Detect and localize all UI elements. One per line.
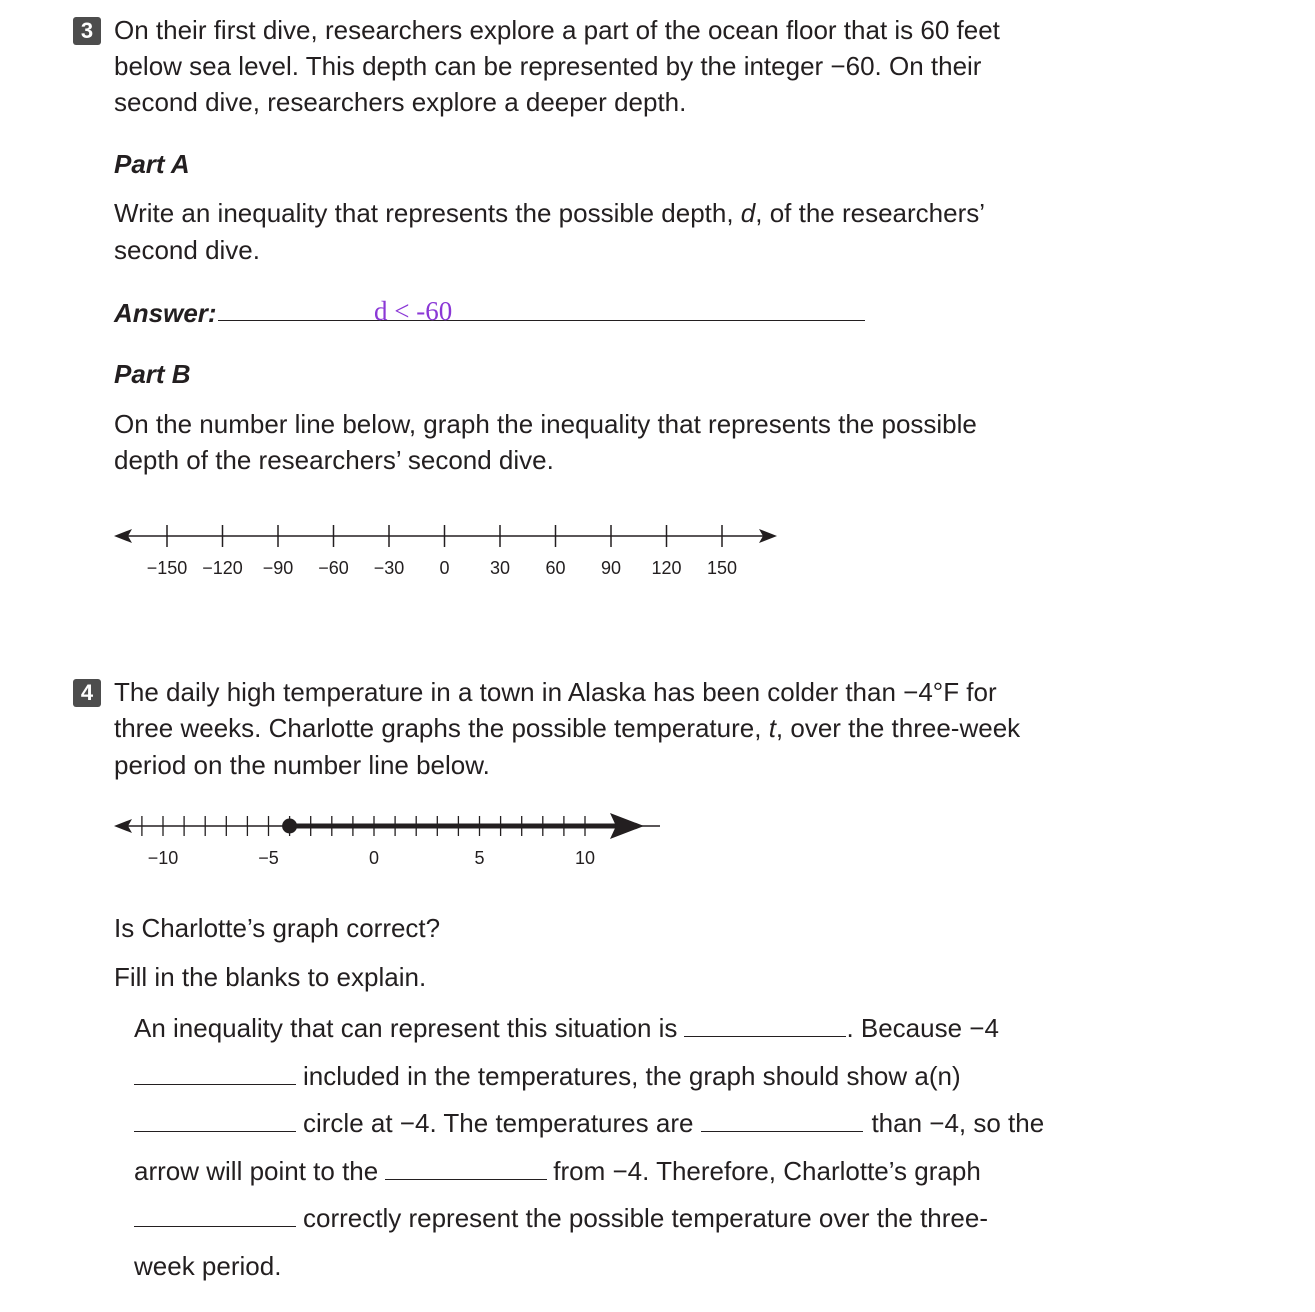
part-a-prompt <box>114 195 985 231</box>
blank-circle-type[interactable] <box>134 1105 296 1132</box>
q3-stem-line-2: below sea level. This depth can be represented by the integer −60. On their <box>114 51 982 81</box>
q4-tick-label: 5 <box>474 848 485 868</box>
fill-line-2 <box>134 1058 961 1094</box>
q4-tick-label: 0 <box>368 848 380 868</box>
fill-line-3-b: than −4, so the <box>871 1108 1045 1138</box>
q3-tick-label: −60 <box>318 558 349 578</box>
q3-tick-label: 30 <box>489 558 511 578</box>
q3-stem-line-3: second dive, researchers explore a deeper depth. <box>114 87 687 117</box>
q3-tick-label: 120 <box>651 558 682 578</box>
q4-question: Is Charlotte’s graph correct? <box>114 913 441 943</box>
q3-number-line[interactable] <box>100 510 800 590</box>
q4-variable-t: t <box>768 713 776 743</box>
fill-line-1 <box>134 1010 999 1046</box>
part-b-prompt-line-2: depth of the researchers’ second dive. <box>114 445 554 475</box>
fill-line-5 <box>134 1200 988 1236</box>
fill-line-1-a: An inequality that can represent this situation is <box>134 1013 678 1043</box>
q4-stem-line-1: The daily high temperature in a town in Alaska has been colder than −4°F for <box>114 677 997 707</box>
q4-tick-label: −5 <box>258 848 279 868</box>
fill-line-1-b: . Because −4 <box>846 1013 999 1043</box>
q4-tick-label: −10 <box>147 848 179 868</box>
part-b-heading: Part B <box>114 359 191 389</box>
answer-label: Answer: <box>114 298 217 328</box>
blank-direction[interactable] <box>385 1153 547 1180</box>
q3-tick-label: −120 <box>202 558 243 578</box>
part-a-variable-d: d <box>740 198 756 228</box>
q4-stem-line-2-post: , over the three-week <box>775 713 1021 743</box>
blank-inequality[interactable] <box>684 1010 846 1037</box>
q4-tick-label: 10 <box>574 848 596 868</box>
fill-line-5-text: correctly represent the possible temperature over the three- <box>303 1203 989 1233</box>
fill-line-4 <box>134 1153 981 1189</box>
q4-closed-point <box>282 819 297 834</box>
blank-comparison[interactable] <box>701 1105 863 1132</box>
q3-stem-line-1: On their first dive, researchers explore a part of the ocean floor that is 60 feet <box>114 15 1000 45</box>
q4-number-line <box>100 800 660 880</box>
fill-line-4-b: from −4. Therefore, Charlotte’s graph <box>553 1156 981 1186</box>
fill-line-4-a: arrow will point to the <box>134 1156 379 1186</box>
answer-line[interactable] <box>218 320 865 321</box>
q3-tick-label: 90 <box>600 558 622 578</box>
part-a-prompt-post: , of the researchers’ <box>755 198 986 228</box>
blank-does-doesnot[interactable] <box>134 1200 296 1227</box>
q4-stem-line-2-pre: three weeks. Charlotte graphs the possible temperature, <box>114 713 769 743</box>
q4-instruction: Fill in the blanks to explain. <box>114 962 427 992</box>
part-a-heading: Part A <box>114 149 190 179</box>
question-4-badge: 4 <box>73 679 101 707</box>
q3-tick-label: 60 <box>545 558 566 578</box>
fill-line-3-a: circle at −4. The temperatures are <box>303 1108 694 1138</box>
question-3-badge: 3 <box>73 17 101 45</box>
q3-tick-label: −30 <box>373 558 405 578</box>
q3-tick-label: 0 <box>439 558 450 578</box>
q4-stem-line-3: period on the number line below. <box>114 750 490 780</box>
part-a-prompt-pre: Write an inequality that represents the possible depth, <box>114 198 741 228</box>
fill-line-2-text: included in the temperatures, the graph should show a(n) <box>303 1061 961 1091</box>
fill-line-3 <box>134 1105 1044 1141</box>
answer-handwritten: d < -60 <box>374 296 453 326</box>
q3-tick-label: −90 <box>262 558 294 578</box>
part-a-prompt-line-2: second dive. <box>114 235 260 265</box>
blank-is-isnot[interactable] <box>134 1058 296 1085</box>
fill-line-6: week period. <box>134 1251 282 1281</box>
q4-stem-line-2 <box>114 710 1020 746</box>
q3-tick-label: 150 <box>706 558 738 578</box>
part-b-prompt-line-1: On the number line below, graph the inequality that represents the possible <box>114 409 977 439</box>
q3-tick-label: −150 <box>146 558 188 578</box>
